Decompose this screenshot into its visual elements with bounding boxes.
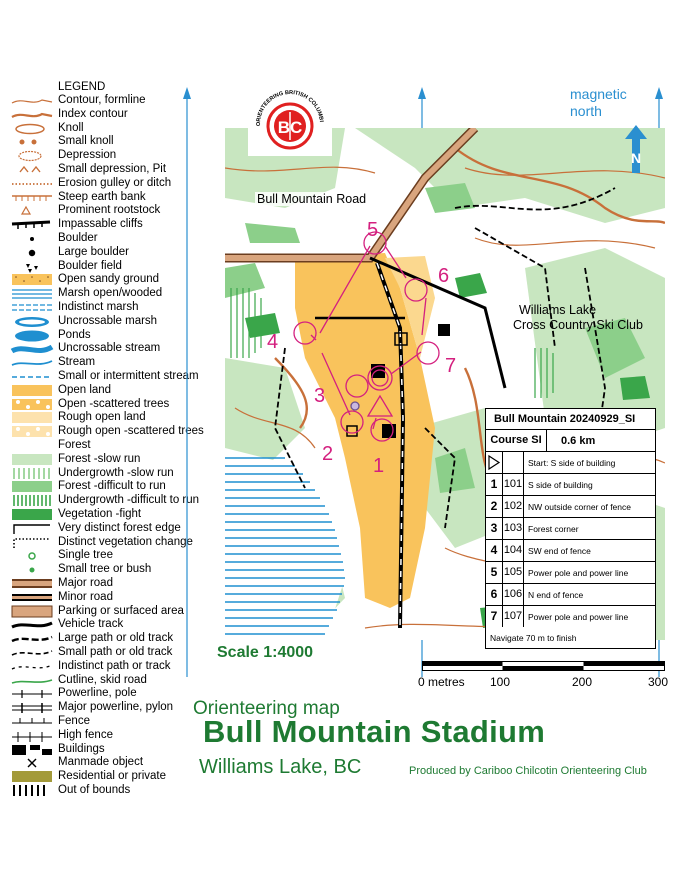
course-length: 0.6 km	[561, 434, 596, 447]
pit-icon	[10, 163, 54, 177]
out-of-bounds-icon	[10, 784, 54, 798]
control-number-5: 5	[367, 219, 379, 241]
legend-item-label: Major powerline, pylon	[58, 701, 174, 714]
small-path-icon	[10, 646, 54, 660]
legend-item	[8, 770, 220, 784]
legend-item-label: Buildings	[58, 742, 105, 755]
logo-letters: BC	[277, 118, 303, 137]
legend-item-label: Large boulder	[58, 245, 129, 258]
course-table-header-row	[486, 430, 655, 452]
legend-item	[8, 784, 220, 798]
course-start-row	[486, 452, 655, 474]
control-code: 101	[503, 474, 524, 495]
legend-item-label: High fence	[58, 728, 113, 741]
map-credit: Produced by Cariboo Chilcotin Orienteering Club	[409, 765, 647, 777]
legend-item-label: Fence	[58, 715, 90, 727]
control-description: Power pole and power line	[528, 611, 629, 622]
legend-title: LEGEND	[58, 81, 106, 93]
legend-item-label: Indistinct path or track	[58, 659, 171, 672]
legend-item-label: Depression	[58, 149, 117, 162]
rough-open-icon	[10, 411, 54, 425]
residential-icon	[10, 770, 54, 784]
legend-item-label: Forest	[58, 439, 91, 451]
open-land-icon	[10, 384, 54, 398]
control-number: 1	[486, 474, 503, 495]
north-line1: magnetic	[570, 86, 627, 102]
uncrossable-stream-icon	[10, 342, 54, 356]
vegetation-change-icon	[10, 536, 54, 550]
club-label	[513, 303, 643, 333]
control-row	[486, 496, 655, 518]
legend-item-label: Erosion gulley or ditch	[58, 176, 172, 189]
knoll-icon	[10, 122, 54, 136]
legend-item-label: Forest -difficult to run	[58, 480, 166, 493]
control-code: 105	[503, 562, 524, 583]
legend-item-label: Small knoll	[58, 135, 114, 148]
contour-icon	[10, 94, 54, 108]
legend-item-label: Residential or private	[58, 770, 167, 783]
marsh-icon	[10, 287, 54, 301]
large-path-icon	[10, 632, 54, 646]
logo-arc-text: ORIENTEERING BRITISH COLUMBI	[255, 89, 324, 127]
control-number-2: 2	[322, 443, 334, 465]
legend-item-label: Impassable cliffs	[58, 218, 143, 231]
legend-item-label: Contour, formline	[58, 94, 146, 106]
control-description: NW outside corner of fence	[528, 501, 631, 512]
manmade-object-icon	[10, 756, 54, 770]
forest-difficult-icon	[10, 480, 54, 494]
rough-open-scattered-icon	[10, 425, 54, 439]
forest-slow-icon	[10, 453, 54, 467]
legend-item-label: Steep earth bank	[58, 190, 146, 203]
control-number: 7	[486, 606, 503, 627]
minor-road-icon	[10, 591, 54, 605]
legend-item	[8, 701, 220, 715]
legend-item	[8, 729, 220, 743]
powerline-icon	[10, 687, 54, 701]
control-row	[486, 562, 655, 584]
legend-item-label: Indistinct marsh	[58, 301, 139, 313]
legend-item	[8, 743, 220, 757]
small-knoll-icon	[10, 135, 54, 149]
control-number: 4	[486, 540, 503, 561]
legend-item-label: Forest -slow run	[58, 452, 141, 465]
control-row	[486, 540, 655, 562]
fence-icon	[10, 715, 54, 729]
vehicle-track-icon	[10, 618, 54, 632]
control-row	[486, 518, 655, 540]
legend-item-label: Vegetation -fight	[58, 508, 142, 520]
legend-item-label: Major road	[58, 577, 113, 589]
legend-item-label: Cutline, skid road	[58, 673, 147, 686]
open-scattered-icon	[10, 398, 54, 412]
rootstock-icon	[10, 204, 54, 218]
legend-item-label: Boulder	[58, 232, 98, 244]
legend-item-label: Powerline, pole	[58, 687, 137, 700]
control-number-4: 4	[267, 331, 279, 353]
parking-icon	[10, 605, 54, 619]
control-description: S side of building	[528, 479, 593, 490]
legend-item-label: Manmade object	[58, 756, 144, 769]
cliff-icon	[10, 218, 54, 232]
legend-item-label: Stream	[58, 356, 96, 369]
course-name: Course SI	[486, 430, 547, 451]
start-triangle-icon	[486, 452, 503, 473]
control-number: 3	[486, 518, 503, 539]
undergrowth-slow-icon	[10, 467, 54, 481]
finish-description: Navigate 70 m to finish	[490, 632, 577, 643]
earth-bank-icon	[10, 191, 54, 205]
legend-item-label: Distinct vegetation change	[58, 535, 193, 548]
cutline-icon	[10, 674, 54, 688]
small-stream-icon	[10, 370, 54, 384]
high-fence-icon	[10, 729, 54, 743]
legend-item-label: Open land	[58, 383, 112, 396]
control-number-3: 3	[314, 385, 326, 407]
legend-item-label: Ponds	[58, 328, 91, 341]
club-label-line1: Williams Lake	[519, 303, 597, 317]
legend-item-label: Undergrowth -difficult to run	[58, 494, 200, 507]
scale-label: Scale 1:4000	[217, 644, 314, 661]
indistinct-marsh-icon	[10, 301, 54, 315]
legend-item-label: Open sandy ground	[58, 273, 160, 286]
undergrowth-difficult-icon	[10, 494, 54, 508]
map-location: Williams Lake, BC	[199, 756, 362, 778]
small-tree-icon	[10, 563, 54, 577]
legend-item-label: Vehicle track	[58, 618, 124, 631]
legend-item-label: Undergrowth -slow run	[58, 466, 174, 479]
control-description: Forest corner	[528, 523, 579, 534]
north-arrow-icon	[623, 125, 649, 173]
uncrossable-marsh-icon	[10, 315, 54, 329]
boulder-icon	[10, 232, 54, 246]
control-number-7: 7	[445, 355, 457, 377]
scale-tick-300: 300	[648, 675, 669, 689]
control-code: 103	[503, 518, 524, 539]
legend-item-label: Small path or old track	[58, 646, 173, 658]
sandy-ground-icon	[10, 273, 54, 287]
buildings-icon	[10, 743, 54, 757]
legend-item-label: Index contour	[58, 107, 128, 120]
forest-icon	[10, 439, 54, 453]
club-label-line2: Cross Country Ski Club	[513, 318, 643, 332]
ponds-icon	[10, 329, 54, 343]
legend-item-label: Uncrossable stream	[58, 342, 161, 355]
map-subtitle: Orienteering map	[193, 698, 340, 719]
control-code: 102	[503, 496, 524, 517]
north-line2: north	[570, 103, 602, 119]
legend-item-label: Minor road	[58, 590, 113, 603]
scale-tick-200: 200	[572, 675, 593, 689]
legend-item-label: Uncrossable marsh	[58, 314, 158, 327]
finish-row	[486, 627, 655, 648]
control-number: 2	[486, 496, 503, 517]
legend-item-label: Prominent rootstock	[58, 204, 161, 217]
legend-item	[8, 715, 220, 729]
legend-item-label: Rough open land	[58, 411, 146, 424]
legend-item-label: Parking or surfaced area	[58, 604, 184, 617]
indistinct-path-icon	[10, 660, 54, 674]
legend-item-label: Small depression, Pit	[58, 163, 167, 175]
legend-item-label: Marsh open/wooded	[58, 287, 163, 300]
legend-item-label: Knoll	[58, 121, 84, 134]
control-code: 106	[503, 584, 524, 605]
course-description-table	[485, 408, 656, 649]
legend-item-label: Single tree	[58, 549, 113, 562]
control-code: 104	[503, 540, 524, 561]
control-description: N end of fence	[528, 589, 584, 600]
legend-item-label: Rough open -scattered trees	[58, 425, 204, 438]
boulder-field-icon	[10, 260, 54, 274]
legend-item	[8, 756, 220, 770]
control-number: 6	[486, 584, 503, 605]
index-contour-icon	[10, 108, 54, 122]
control-row	[486, 584, 655, 606]
control-row	[486, 474, 655, 496]
control-description: SW end of fence	[528, 545, 591, 556]
svg-text:N: N	[630, 150, 642, 166]
scale-bar	[422, 661, 666, 673]
scale-tick-100: 100	[490, 675, 511, 689]
control-description: Power pole and power line	[528, 567, 629, 578]
stream-icon	[10, 356, 54, 370]
course-table-title: Bull Mountain 20240929_SI	[486, 409, 655, 430]
depression-icon	[10, 149, 54, 163]
legend-item-label: Large path or old track	[58, 632, 174, 645]
scale-tick-0: 0 metres	[418, 675, 465, 689]
legend-item-label: Boulder field	[58, 259, 122, 272]
control-number-1: 1	[373, 455, 385, 477]
control-row	[486, 606, 655, 627]
control-number-6: 6	[438, 265, 450, 287]
single-tree-icon	[10, 549, 54, 563]
legend-item-label: Small tree or bush	[58, 563, 152, 576]
major-powerline-icon	[10, 701, 54, 715]
legend-item-label: Out of bounds	[58, 784, 131, 796]
forest-edge-icon	[10, 522, 54, 536]
map-title: Bull Mountain Stadium	[203, 714, 546, 749]
control-code: 107	[503, 606, 524, 627]
legend-item-label: Open -scattered trees	[58, 397, 170, 410]
road-label: Bull Mountain Road	[257, 192, 367, 206]
magnetic-north-label	[570, 86, 627, 120]
legend-item	[8, 687, 220, 701]
vegetation-fight-icon	[10, 508, 54, 522]
legend-item-label: Small or intermittent stream	[58, 370, 199, 382]
control-number: 5	[486, 562, 503, 583]
legend-item-label: Very distinct forest edge	[58, 521, 181, 534]
major-road-icon	[10, 577, 54, 591]
orienteering-bc-logo	[248, 84, 332, 156]
gulley-icon	[10, 177, 54, 191]
start-description: Start: S side of building	[528, 457, 616, 468]
large-boulder-icon	[10, 246, 54, 260]
